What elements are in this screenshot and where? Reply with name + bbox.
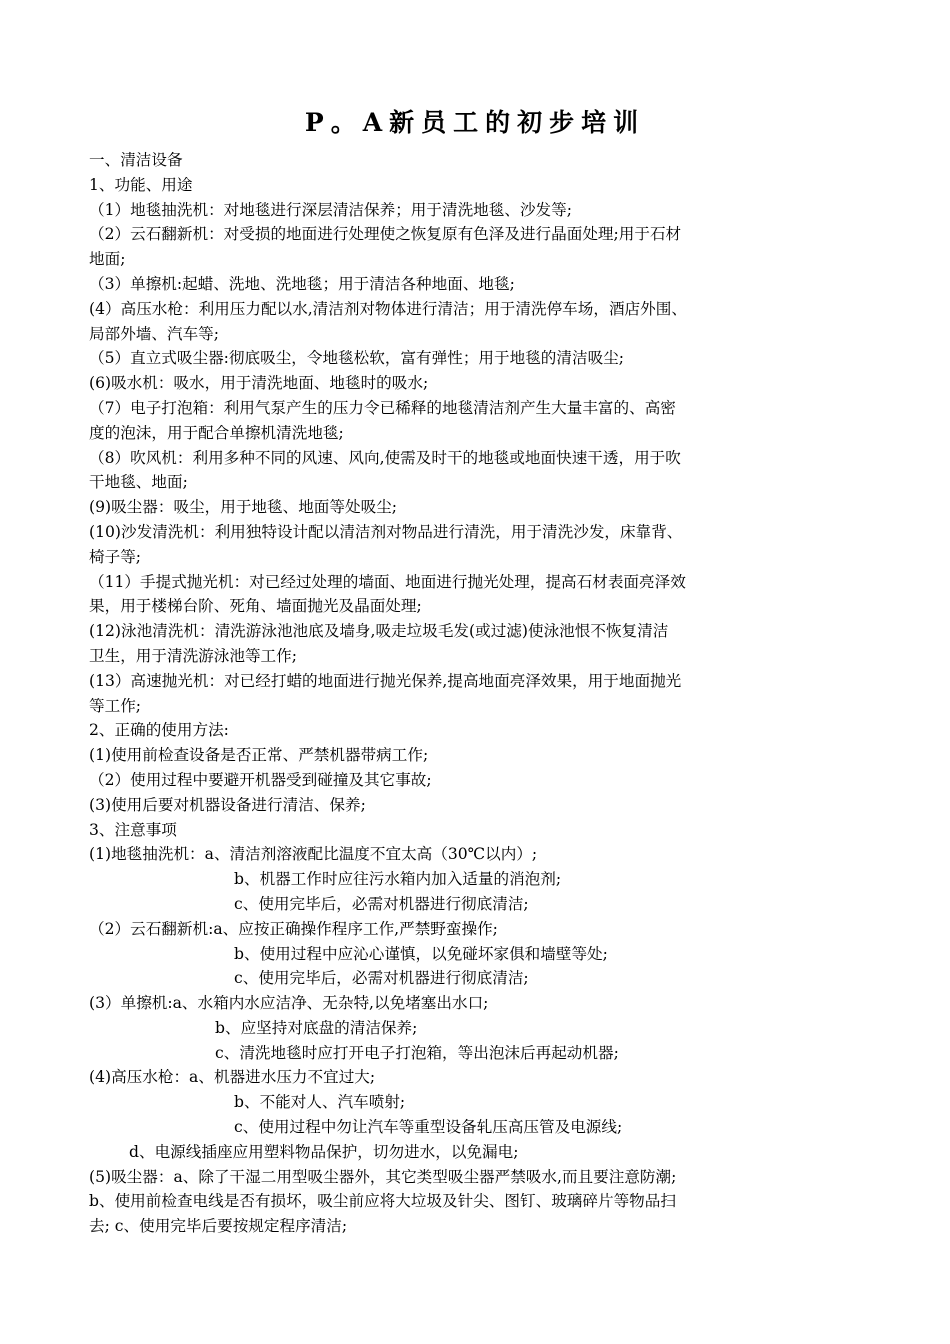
function-line: (10)沙发清洗机：利用独特设计配以清洁剂对物品进行清洗，用于清洗沙发，床靠背、 [89, 522, 683, 541]
note-line: b、使用前检查电线是否有损坏，吸尘前应将大垃圾及针尖、图钉、玻璃碎片等物品扫 [89, 1192, 676, 1211]
section-heading: 一、清洁设备 [89, 151, 183, 169]
usage-line: (3)使用后要对机器设备进行清洁、保养; [89, 795, 366, 814]
note-line: b、不能对人、汽车喷射; [234, 1093, 406, 1112]
usage-line: (1)使用前检查设备是否正常、严禁机器带病工作; [89, 746, 429, 765]
function-line: (9)吸尘器：吸尘，用于地毯、地面等处吸尘; [89, 498, 398, 517]
usage-line: （2）使用过程中要避开机器受到碰撞及其它事故; [89, 770, 432, 789]
function-line: （7）电子打泡箱：利用气泵产生的压力令已稀释的地毯清洁剂产生大量丰富的、高密 [89, 398, 676, 417]
function-line: （11）手提式抛光机：对已经过处理的墙面、地面进行抛光处理，提高石材表面亮泽效 [89, 572, 686, 591]
function-line: 度的泡沫，用于配合单擦机清洗地毯; [89, 423, 344, 442]
note-line: b、机器工作时应往污水箱内加入适量的消泡剂; [234, 870, 562, 889]
note-line: d、电源线插座应用塑料物品保护，切勿进水，以免漏电; [129, 1142, 519, 1161]
function-line: 地面; [89, 250, 126, 269]
note-line: b、使用过程中应沁心谨慎，以免碰坏家俱和墙壁等处; [234, 944, 608, 963]
function-line: （3）单擦机:起蜡、洗地、洗地毯；用于清洁各种地面、地毯; [89, 274, 515, 293]
note-line: （2）云石翻新机:a、应按正确操作程序工作,严禁野蛮操作; [89, 919, 498, 938]
note-line: b、应坚持对底盘的清洁保养; [215, 1018, 418, 1037]
document-title: P。A新员工的初步培训 [304, 108, 646, 137]
document-body [89, 148, 839, 1239]
function-line: 卫生，用于清洗游泳池等工作; [89, 646, 297, 665]
note-line: (4)高压水枪：a、机器进水压力不宜过大; [89, 1068, 376, 1087]
note-line: c、使用过程中勿让汽车等重型设备轧压高压管及电源线; [234, 1118, 623, 1137]
function-line: （8）吹风机：利用多种不同的风速、风向,使需及时干的地毯或地面快速干透，用于吹 [89, 448, 681, 467]
function-line: (6)吸水机：吸水，用于清洗地面、地毯时的吸水; [89, 374, 429, 393]
function-line: (4）高压水枪：利用压力配以水,清洁剂对物体进行清洁；用于清洗停车场，酒店外围、 [89, 299, 687, 318]
function-line: 椅子等; [89, 547, 142, 566]
subsection-heading: 2、正确的使用方法: [89, 721, 229, 740]
note-line: (5)吸尘器：a、除了干湿二用型吸尘器外，其它类型吸尘器严禁吸水,而且要注意防潮; [89, 1167, 677, 1186]
function-line: 干地毯、地面; [89, 473, 188, 492]
function-line: 等工作; [89, 696, 142, 715]
function-line: （1）地毯抽洗机：对地毯进行深层清洁保养；用于清洗地毯、沙发等; [89, 200, 572, 219]
function-line: 果，用于楼梯台阶、死角、墙面抛光及晶面处理; [89, 597, 422, 616]
subsection-heading: 1、功能、用途 [89, 175, 193, 194]
note-line: 去; c、使用完毕后要按规定程序清洁; [89, 1217, 348, 1236]
function-line: （2）云石翻新机：对受损的地面进行处理使之恢复原有色泽及进行晶面处理;用于石材 [89, 225, 682, 244]
note-line: c、使用完毕后，必需对机器进行彻底清洁; [234, 969, 529, 988]
function-line: (12)泳池清洗机：清洗游泳池池底及墙身,吸走垃圾毛发(或过滤)使泳池恨不恢复清洁 [89, 622, 669, 641]
function-line: 局部外墙、汽车等; [89, 324, 220, 343]
note-line: c、清洗地毯时应打开电子打泡箱，等出泡沫后再起动机器; [215, 1043, 619, 1062]
function-line: (13）高速抛光机：对已经打蜡的地面进行抛光保养,提高地面亮泽效果，用于地面抛光 [89, 671, 682, 690]
note-line: (1)地毯抽洗机：a、清洁剂溶液配比温度不宜太高（30℃以内）; [89, 845, 538, 864]
note-line: (3）单擦机:a、水箱内水应洁净、无杂特,以免堵塞出水口; [89, 994, 489, 1013]
note-line: c、使用完毕后，必需对机器进行彻底清洁; [234, 894, 529, 913]
subsection-heading: 3、注意事项 [89, 820, 177, 839]
function-line: （5）直立式吸尘器:彻底吸尘，令地毯松软，富有弹性；用于地毯的清洁吸尘; [89, 349, 625, 368]
